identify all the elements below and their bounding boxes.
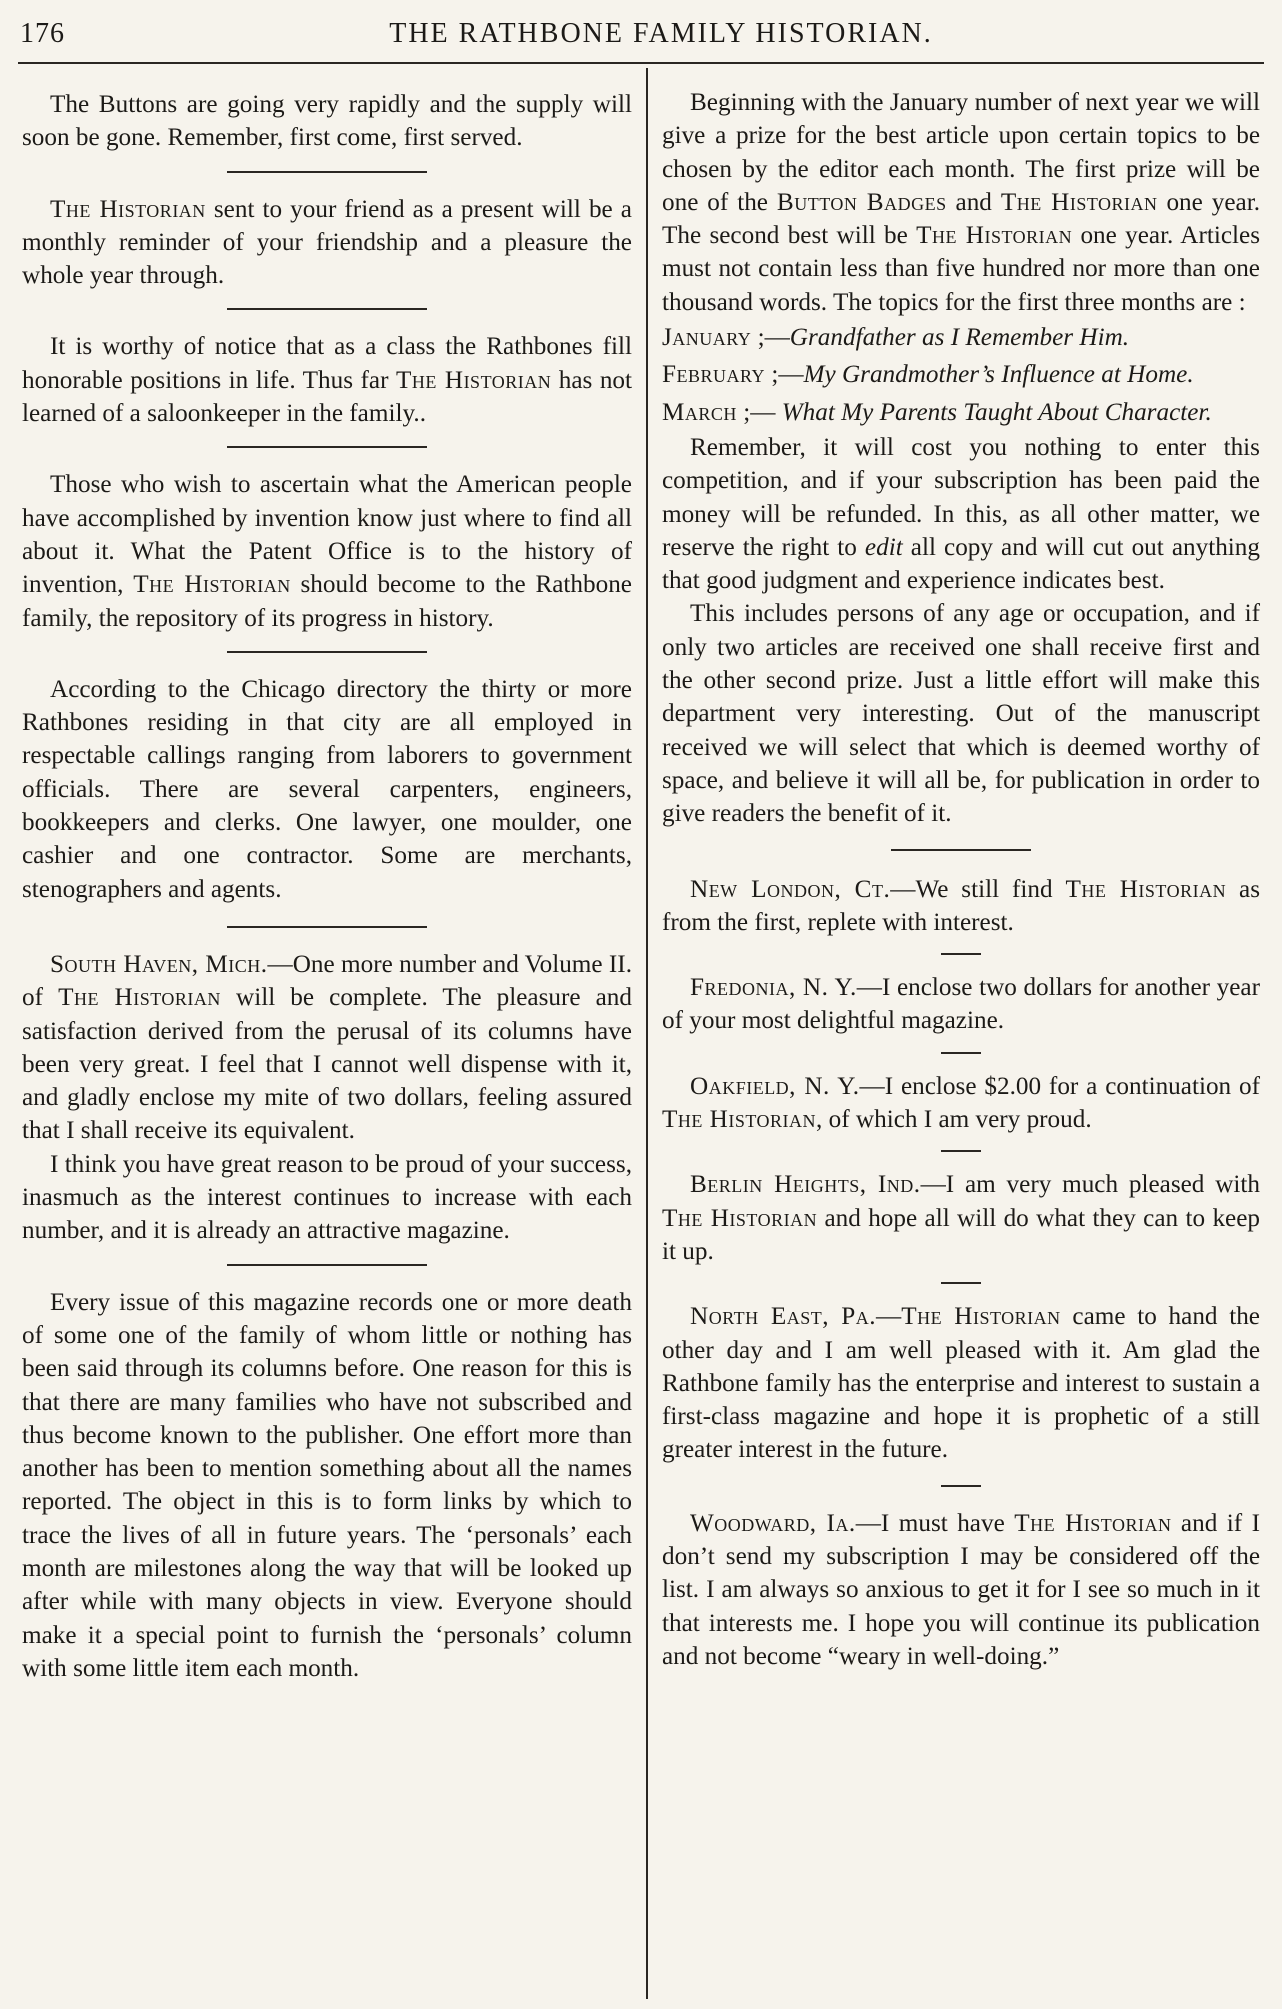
letter-place: Woodward, Ia. — [690, 1509, 856, 1537]
two-column-body — [14, 64, 1264, 1999]
buttons-notice: The Buttons are going very rapidly and the supply will soon be gone. Remember, first come, first served. — [22, 91, 632, 152]
historian-name: The Historian — [1065, 875, 1227, 903]
historian-name: The Historian — [901, 1303, 1061, 1331]
competition-terms — [662, 431, 1260, 597]
competition-eligibility: This includes persons of any age or occupation, and if only two articles are received one shall receive first and the other second prize. Just a little effort will make this department very interesting. Out of the manuscript received we will select that which is deemed worthy of space, and believe it will all be, for publication in order to give readers the benefit of it. — [662, 600, 1260, 828]
historian-name: The Historian — [396, 366, 552, 394]
historian-name: The Historian — [1014, 1509, 1172, 1537]
section-divider — [227, 651, 427, 653]
letter-text: — — [876, 1303, 902, 1331]
button-badges: Button Badges — [776, 188, 947, 216]
prize-announcement — [662, 86, 1260, 319]
letter-text: —I enclose two dollars for another year of your most delightful magazine. — [662, 974, 1261, 1035]
letter-text: —We still find — [890, 875, 1066, 903]
note-text: It is worthy of notice that as a class the Rathbones fill honorable positions in life. Thus far — [22, 333, 632, 394]
letter-text: and hope all will do what they can to keep it up. — [662, 1204, 1260, 1265]
letter-text: —I am very much pleased with — [920, 1171, 1260, 1199]
topic-february: February ;—My Grandmother’s Influence at Home. — [662, 361, 1194, 389]
letter-text: —I enclose $2.00 for a continuation of — [859, 1072, 1260, 1100]
terms-text: Remember, it will cost you nothing to enter this competition, and if your subscription has been paid the money will be refunded. In this, as all other matter, we reserve the right to — [662, 433, 1260, 561]
letter-woodward — [662, 1507, 1260, 1673]
page-number: 176 — [20, 18, 65, 49]
letter-text: —I must have — [855, 1509, 1015, 1537]
letter-text: as from the first, replete with interest. — [662, 875, 1260, 936]
historian-name: The Historian — [662, 1106, 817, 1134]
section-divider — [227, 308, 427, 310]
letter-place: Berlin Heights, Ind. — [690, 1171, 921, 1199]
edit-emphasis: edit — [864, 533, 903, 561]
letter-text: came to hand the other day and I am well pleased with it. Am glad the Rathbone family has the enterprise and interest to sustain a first-class magazine and hope it is prophetic of a still greater interest in the future. — [662, 1303, 1260, 1464]
topic-title: What My Parents Taught About Character. — [781, 398, 1212, 426]
page-header — [18, 0, 1264, 64]
honorable-positions-note — [22, 330, 632, 430]
section-divider — [891, 849, 1031, 851]
letter-south-haven-continued: I think you have great reason to be proud of your success, inasmuch as the interest continues to increase with each number, and it is already an attractive magazine. — [22, 1150, 632, 1245]
letter-oakfield — [662, 1070, 1260, 1137]
section-divider — [227, 171, 427, 173]
letter-divider — [941, 953, 981, 955]
letter-place: New London, Ct. — [690, 875, 891, 903]
announcement-text: one year. The second best will be — [662, 188, 1260, 250]
letter-south-haven — [22, 948, 632, 1148]
historian-name: The Historian — [133, 571, 291, 599]
gift-notice-text: sent to your friend as a present will be a monthly reminder of your friendship and a pleasure the whole year through. — [22, 195, 632, 290]
historian-name: The Historian — [916, 222, 1073, 250]
invention-note — [22, 468, 632, 634]
right-column — [648, 64, 1262, 1999]
letter-place: Oakfield, N. Y. — [690, 1072, 860, 1100]
topic-title: Grandfather as I Remember Him. — [789, 324, 1130, 352]
note-text: Those who wish to ascertain what the American people have accomplished by invention know just where to find all about it. What the Patent Office is to the history of invention, — [22, 471, 632, 599]
letter-place: Fredonia, N. Y. — [690, 974, 857, 1002]
section-divider — [227, 1264, 427, 1266]
letter-text: —One more number and Volume II. of — [22, 950, 632, 1012]
topic-month: February — [662, 361, 766, 389]
note-text: should become to the Rathbone family, the repository of its progress in history. — [22, 571, 632, 632]
announcement-text: Beginning with the January number of next year we will give a prize for the best article upon certain topics to be chosen by the editor each month. The first prize will be one of the — [662, 89, 1260, 216]
letter-divider — [941, 1150, 981, 1152]
section-divider — [227, 926, 427, 928]
announcement-text: and — [946, 188, 1001, 216]
letter-divider — [941, 1485, 981, 1487]
terms-text: all copy and will cut out anything that good judgment and experience indicates best. — [662, 533, 1260, 595]
section-divider — [227, 446, 427, 448]
gift-notice — [22, 193, 632, 293]
left-column — [14, 64, 646, 1999]
letter-text: , of which I am very proud. — [816, 1106, 1092, 1134]
letter-fredonia — [662, 971, 1260, 1038]
letter-place: North East, Pa. — [690, 1303, 877, 1331]
letter-text: and if I don’t send my subscription I may be considered off the list. I am always so anxious to get it for I see so much in it that interests me. I hope you will continue its publication and not become “weary in well-doing.” — [662, 1509, 1260, 1670]
topic-month: January — [662, 324, 752, 352]
historian-name: The Historian — [50, 195, 206, 223]
letter-berlin-heights — [662, 1168, 1260, 1268]
chicago-directory-note: According to the Chicago directory the thirty or more Rathbones residing in that city are all employed in respectable callings ranging from laborers to government officials. There are several carpenters, engineers, bookkeepers and clerks. One lawyer, one moulder, one cashier and one contractor. Some are merchants, stenographers and agents. — [22, 675, 632, 903]
letter-divider — [941, 1282, 981, 1284]
letter-place: South Haven, Mich. — [50, 950, 268, 978]
historian-name: The Historian — [1000, 188, 1158, 216]
topic-january: January ;—Grandfather as I Remember Him. — [662, 324, 1130, 352]
note-text: has not learned of a saloonkeeper in the family.. — [22, 366, 633, 428]
personals-note: Every issue of this magazine records one or more death of some one of the family of whom little or nothing has been said through its columns before. One reason for this is that there are many families who have not subscribed and thus become known to the publisher. One effort more than another has been to mention something about all the names reported. The object in this is to form links by which to trace the lives of all in future years. The ‘personals’ each month are milestones along the way that will be looked up after while with many objects in view. Everyone should make it a special point to furnish the ‘personals’ column with some little item each month. — [22, 1288, 632, 1682]
letter-text: will be complete. The pleasure and satisfaction derived from the perusal of its columns have been very great. I feel that I cannot well dispense with it, and gladly enclose my mite of two dollars, feeling assured that I shall receive its equivalent. — [22, 984, 632, 1145]
letter-divider — [941, 1052, 981, 1054]
topic-month: March — [662, 398, 737, 426]
running-title: THE RATHBONE FAMILY HISTORIAN. — [389, 18, 933, 49]
letter-north-east — [662, 1300, 1260, 1466]
topic-title: My Grandmother’s Influence at Home. — [803, 361, 1194, 389]
historian-name: The Historian — [662, 1204, 818, 1232]
announcement-text: one year. Articles must not contain less than five hundred nor more than one thousand words. The topics for the first three months are : — [662, 222, 1260, 316]
topic-march: March ;— What My Parents Taught About Character. — [662, 398, 1212, 426]
historian-name: The Historian — [58, 984, 221, 1012]
letter-new-london — [662, 873, 1260, 940]
